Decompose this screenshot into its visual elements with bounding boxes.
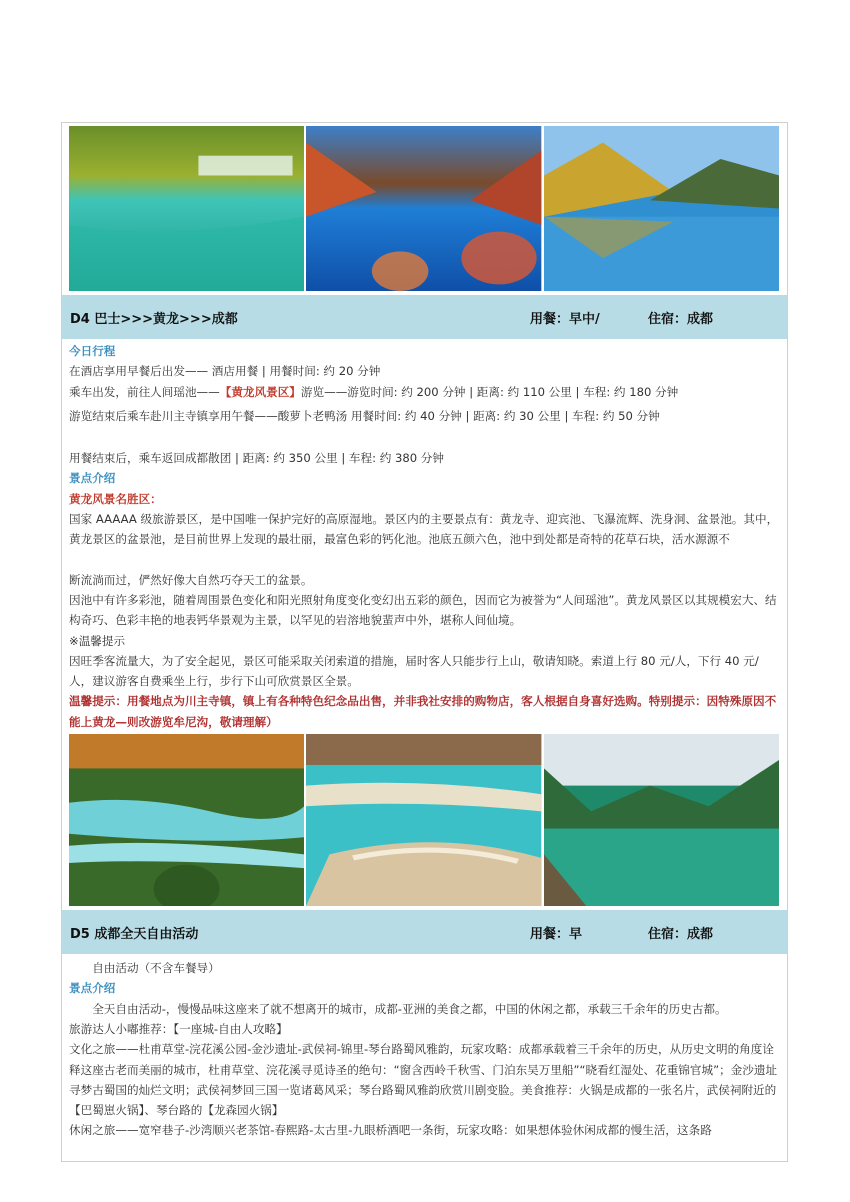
day5-title: D5 成都全天自由活动 bbox=[70, 926, 199, 942]
day5-header bbox=[62, 910, 787, 954]
day4-line1: 在酒店享用早餐后出发—— 酒店用餐 | 用餐时间: 约 20 分钟 bbox=[69, 364, 381, 379]
scenic-name: 黄龙风景名胜区： bbox=[69, 491, 162, 506]
day5-content bbox=[62, 954, 787, 1141]
day5-intro-heading: 景点介绍 bbox=[69, 981, 116, 996]
day4-tip-label: ※温馨提示 bbox=[69, 633, 126, 648]
day5-para1: 全天自由活动-，慢慢品味这座来了就不想离开的城市，成都-亚洲的美食之都，中国的休闲之都，承载三千余年的历史古都。 bbox=[92, 1001, 727, 1016]
day5-meal: 用餐：早 bbox=[530, 926, 583, 942]
itinerary-page bbox=[61, 122, 788, 1162]
day5-para2: 旅游达人小嘟推荐：【一座城-自由人攻略】 bbox=[69, 1021, 288, 1036]
photo-forest-lake bbox=[544, 734, 779, 906]
photo-row-top bbox=[62, 123, 787, 295]
day4-para2: 断流淌而过，俨然好像大自然巧夺天工的盆景。 bbox=[69, 572, 313, 587]
day4-para4: 因旺季客流量大，为了安全起见，景区可能采取关闭索道的措施，届时客人只能步行上山，敬请知晓。索道上行 80 元/人，下行 40 元/人，建议游客自费乘坐上行，步行下山可欣赏景区全景。 bbox=[69, 653, 759, 689]
day5-para3: 文化之旅——杜甫草堂-浣花溪公园-金沙遗址-武侯祠-锦里-琴台路蜀风雅韵，玩家攻略：成都承载着三千余年的历史，从历史文明的角度诠释这座古老而美丽的城市，杜甫草堂、浣花溪寻觅诗圣的绝句：“窗含西岭千秋雪、门泊东吴万里船”“晓看红湿处、花重锦官城”；金沙遗址寻梦古蜀国的灿烂文明；武侯祠梦回三国一览诸葛风采；琴台路蜀风雅韵欣赏川剧变脸。美食推荐：火锅是成都的一张名片，武侯祠附近的【巴蜀崽火锅】、琴台路的【龙森园火锅】 bbox=[69, 1042, 778, 1118]
day4-content bbox=[62, 339, 787, 732]
day5-para4: 休闲之旅——宽窄巷子-沙湾顺兴老茶馆-春熙路-太古里-九眼桥酒吧一条街，玩家攻略：如果想体验休闲成都的慢生活，这条路 bbox=[69, 1123, 712, 1138]
day5-stay: 住宿：成都 bbox=[648, 926, 714, 942]
day5-line1: 自由活动（不含车餐导） bbox=[92, 961, 220, 976]
photo-turquoise-travertine-pools bbox=[306, 734, 541, 906]
day4-title: D4 巴士>>>黄龙>>>成都 bbox=[70, 311, 238, 327]
day4-stay: 住宿：成都 bbox=[648, 311, 714, 327]
photo-green-lake-waterfall bbox=[69, 126, 304, 291]
day4-intro-heading: 景点介绍 bbox=[69, 471, 116, 486]
day4-itinerary-heading: 今日行程 bbox=[69, 344, 116, 358]
huanglong-highlight: 【黄龙风景区】 bbox=[219, 384, 301, 399]
photo-terraced-pools-forest bbox=[69, 734, 304, 906]
photo-row-middle bbox=[62, 732, 787, 910]
photo-blue-lake-red-trees bbox=[306, 126, 541, 291]
day4-line4: 用餐结束后，乘车返回成都散团 | 距离: 约 350 公里 | 车程: 约 380 分钟 bbox=[69, 451, 444, 466]
day4-meal: 用餐：早中/ bbox=[530, 311, 600, 327]
day4-line3: 游览结束后乘车赴川主寺镇享用午餐——酸萝卜老鸭汤 用餐时间: 约 40 分钟 | 距离: 约 30 公里 | 车程: 约 50 分钟 bbox=[69, 408, 660, 423]
day4-line2: 乘车出发，前往人间瑶池——【黄龙风景区】游览——游览时间: 约 200 分钟 | 距离: 约 110 公里 | 车程: 约 180 分钟 bbox=[69, 384, 679, 399]
photo-mountain-reflection-lake bbox=[544, 126, 779, 291]
day4-header bbox=[62, 295, 787, 339]
day4-para3: 因池中有许多彩池，随着周围景色变化和阳光照射角度变化变幻出五彩的颜色，因而它为被誉为“人间瑶池”。黄龙风景区以其规模宏大、结构奇巧、色彩丰艳的地表钙华景观为主景，以罕见的岩溶地貌蜚声中外，堪称人间仙境。 bbox=[69, 592, 777, 628]
day4-warning: 温馨提示：用餐地点为川主寺镇，镇上有各种特色纪念品出售，并非我社安排的购物店，客人根据自身喜好选购。特别提示：因特殊原因不能上黄龙—则改游览牟尼沟，敬请理解） bbox=[69, 694, 777, 729]
day4-para1: 国家 AAAAA 级旅游景区，是中国唯一保护完好的高原湿地。景区内的主要景点有：黄龙寺、迎宾池、飞瀑流辉、洗身洞、盆景池。其中，黄龙景区的盆景池，是目前世界上发现的最壮丽，最富色彩的钙化池。池底五颜六色，池中到处都是奇特的花草石块，活水源源不 bbox=[69, 512, 779, 547]
